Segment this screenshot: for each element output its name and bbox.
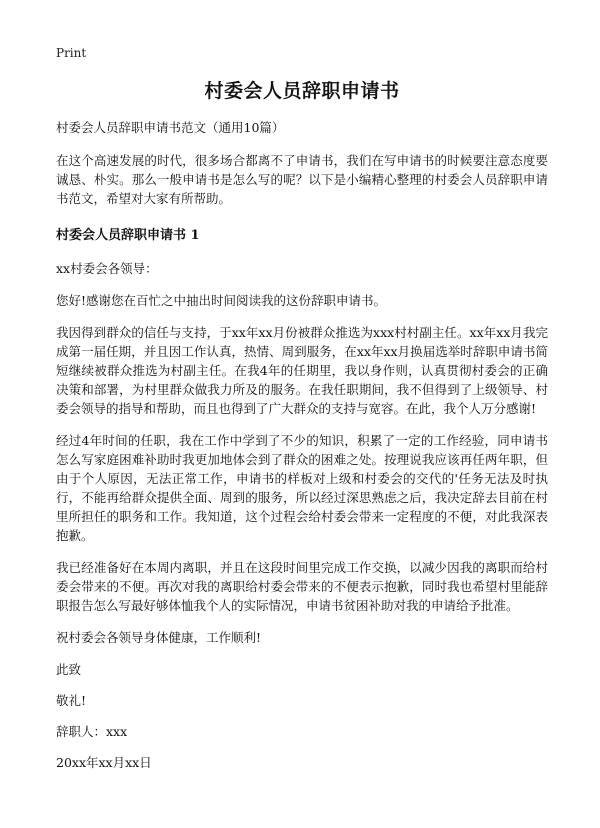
closing-line: 此致	[56, 662, 82, 677]
body-paragraph: 我因得到群众的信任与支持，于xx年xx月份被群众推选为xxx村村副主任。xx年xx月我完成第一届任期，并且因工作认真，热情、周到服务，在xx年xx月换届选举时辞职申请书简短继续被群众推选为村副主任。在我4年的任期里，我以身作则，认真贯彻村委会的正确决策和部署，为村里群众做我力所及的服务。在我任职期间，我不但得到了上级领导、村委会领导的指导和帮助，而且也得到了广大群众的支持与宽容。在此，我个人万分感谢!	[56, 325, 548, 416]
closing-salute: 敬礼!	[56, 693, 87, 708]
body-paragraph: 经过4年时间的任职，我在工作中学到了不少的知识，积累了一定的工作经验，同申请书怎么写家庭困难补助时我更加地体会到了群众的困难之处。按理说我应该再任两年职，但由于个人原因，无法正常工作，申请书的样板对上级和村委会的交代的'任务无法及时执行，不能再给群众提供全面、周到的服务，所以经过深思熟虑之后，我决定辞去目前在村里所担任的职务和工作。我知道，这个过程会给村委会带来一定程度的不便，对此我深表抱歉。	[56, 433, 548, 543]
body-paragraph: 您好!感谢您在百忙之中抽出时间阅读我的这份辞职申请书。	[56, 293, 387, 308]
signer-line: 辞职人：xxx	[56, 724, 128, 739]
date-line: 20xx年xx月xx日	[56, 755, 152, 770]
intro-paragraph: 在这个高速发展的时代，很多场合都离不了申请书，我们在写申请书的时候要注意态度要诚恳、朴实。那么一般申请书是怎么写的呢？以下是小编精心整理的村委会人员辞职申请书范文，希望对大家有所帮助。	[56, 153, 548, 206]
closing-wish: 祝村委会各领导身体健康，工作顺利!	[56, 630, 262, 645]
body-paragraph: 我已经准备好在本周内离职，并且在这段时间里完成工作交换，以减少因我的离职而给村委会带来的不便。再次对我的离职给村委会带来的不便表示抱歉，同时我也希望村里能辞职报告怎么写最好够体恤我个人的实际情况，申请书贫困补助对我的申请给予批准。	[56, 560, 548, 613]
print-label[interactable]: Print	[56, 46, 87, 60]
salutation: xx村委会各领导：	[56, 261, 158, 276]
document-title: 村委会人员辞职申请书	[204, 80, 400, 102]
section-heading: 村委会人员辞职申请书 1	[56, 228, 200, 243]
document-subtitle: 村委会人员辞职申请书范文（通用10篇）	[56, 120, 285, 135]
